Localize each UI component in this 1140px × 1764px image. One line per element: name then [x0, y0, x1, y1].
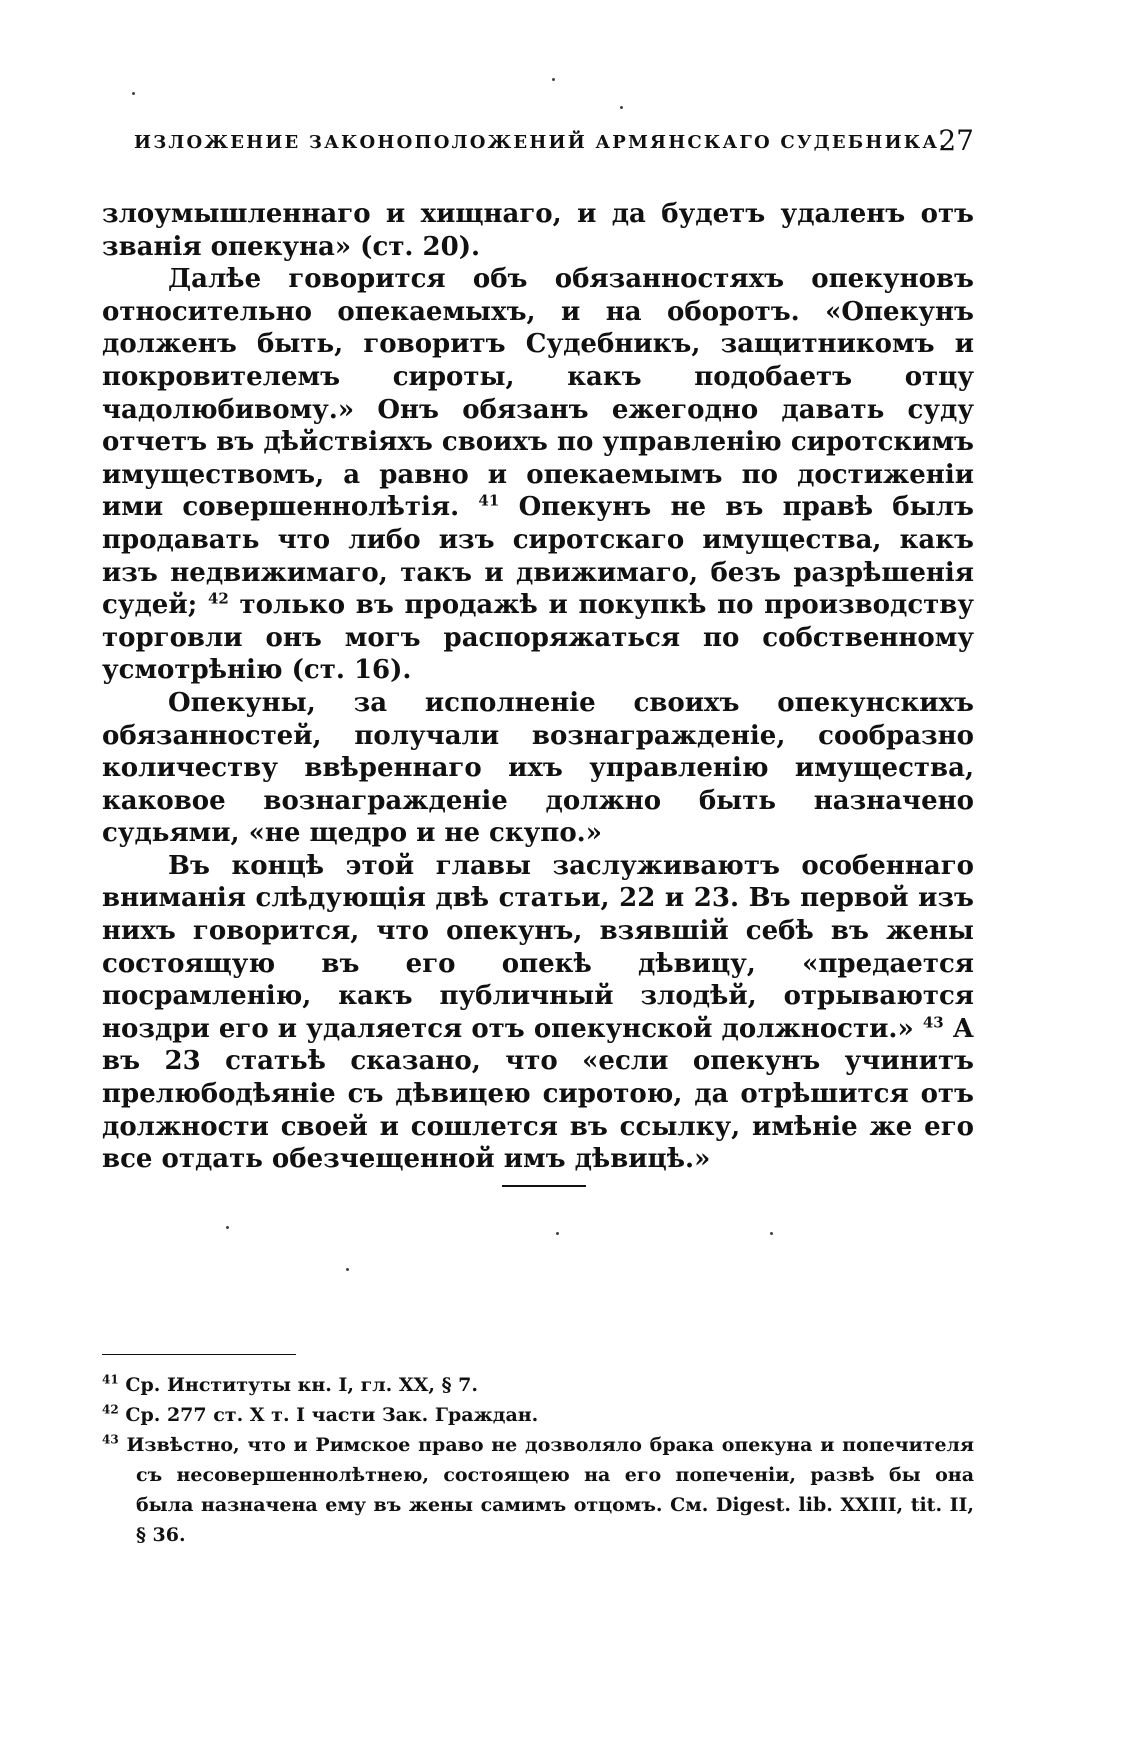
footnote-ref-43: 43	[922, 1013, 944, 1032]
print-speck	[226, 1226, 229, 1229]
paragraph-4-text-b: А въ 23 статьѣ сказано, что «если опекунъ учинитъ прелюбодѣяніе съ дѣвицею сиротою, да отрѣшится отъ должности своей и сошлется въ ссылку, имѣніе же его все отдать обезчещенной имъ дѣвицѣ.»	[102, 1013, 974, 1175]
paragraph-4	[102, 850, 974, 1176]
footnote-41	[102, 1370, 974, 1400]
footnote-mark: 43	[102, 1432, 119, 1447]
paragraph-1-text: злоумышленнаго и хищнаго, и да будетъ удаленъ отъ званія опекуна» (ст. 20).	[102, 199, 974, 262]
footnote-text: Извѣстно, что и Римское право не дозволяло брака опекуна и попечителя съ несовершеннолѣтнею, состоящею на его попеченіи, развѣ бы она была назначена ему въ жены самимъ отцомъ. См. Digest. lib. XXIII, tit. II, § 36.	[126, 1434, 974, 1546]
footnote-text: Ср. Институты кн. I, гл. XX, § 7.	[125, 1374, 478, 1396]
footnote-separator	[102, 1354, 296, 1355]
footnote-43	[102, 1430, 974, 1550]
print-speck	[770, 1232, 773, 1235]
paragraph-4-text-a: Въ концѣ этой главы заслуживаютъ особеннаго вниманія слѣдующія двѣ статьи, 22 и 23. Въ первой изъ нихъ говорится, что опекунъ, взявшій себѣ въ жены состоящую въ его опекѣ дѣвицу, «предается посрамленію, какъ публичный злодѣй, отрываются ноздри его и удаляется отъ опекунской должности.»	[102, 850, 974, 1044]
footnote-text: Ср. 277 ст. X т. I части Зак. Граждан.	[125, 1404, 539, 1426]
footnote-mark: 42	[102, 1402, 119, 1417]
section-end-rule	[502, 1185, 586, 1187]
paragraph-2	[102, 263, 974, 687]
paragraph-2-text-b: Опекунъ не въ правѣ былъ продавать что либо изъ сиротскаго имущества, какъ изъ недвижимаго, такъ и движимаго, безъ разрѣшенія судей;	[102, 492, 974, 621]
page-number: 27	[938, 124, 974, 157]
footnote-mark: 41	[102, 1372, 119, 1387]
paragraph-3	[102, 687, 974, 850]
print-speck	[132, 92, 135, 95]
footnote-ref-42: 42	[207, 589, 229, 608]
print-speck	[620, 106, 623, 109]
running-title: ИЗЛОЖЕНИЕ ЗАКОНОПОЛОЖЕНИЙ АРМЯНСКАГО СУДЕБНИКА.	[134, 132, 948, 153]
paragraph-2-text-a: Далѣе говорится объ обязанностяхъ опекуновъ относительно опекаемыхъ, и на оборотъ. «Опекунъ долженъ быть, говоритъ Судебникъ, защитникомъ и покровителемъ сироты, какъ подобаетъ отцу чадолюбивому.» Онъ обязанъ ежегодно давать суду отчетъ въ дѣйствіяхъ своихъ по управленію сиротскимъ имуществомъ, а равно и опекаемымъ по достиженіи ими совершеннолѣтія.	[102, 264, 974, 523]
paragraph-2-text-c: только въ продажѣ и покупкѣ по производству торговли онъ могъ распоряжаться по собственному усмотрѣнію (ст. 16).	[102, 590, 974, 686]
paragraph-3-text: Опекуны, за исполненіе своихъ опекунскихъ обязанностей, получали вознагражденіе, сообразно количеству ввѣреннаго ихъ управленію имущества, каковое вознагражденіе должно быть назначено судьями, «не щедро и не скупо.»	[102, 687, 974, 849]
footnotes	[102, 1370, 974, 1550]
paragraph-1	[102, 198, 974, 263]
print-speck	[346, 1268, 349, 1271]
print-speck	[556, 1232, 559, 1235]
print-speck	[552, 78, 555, 81]
page-header	[104, 122, 974, 162]
main-text	[102, 198, 974, 1176]
footnote-42	[102, 1400, 974, 1430]
footnote-ref-41: 41	[478, 491, 500, 510]
